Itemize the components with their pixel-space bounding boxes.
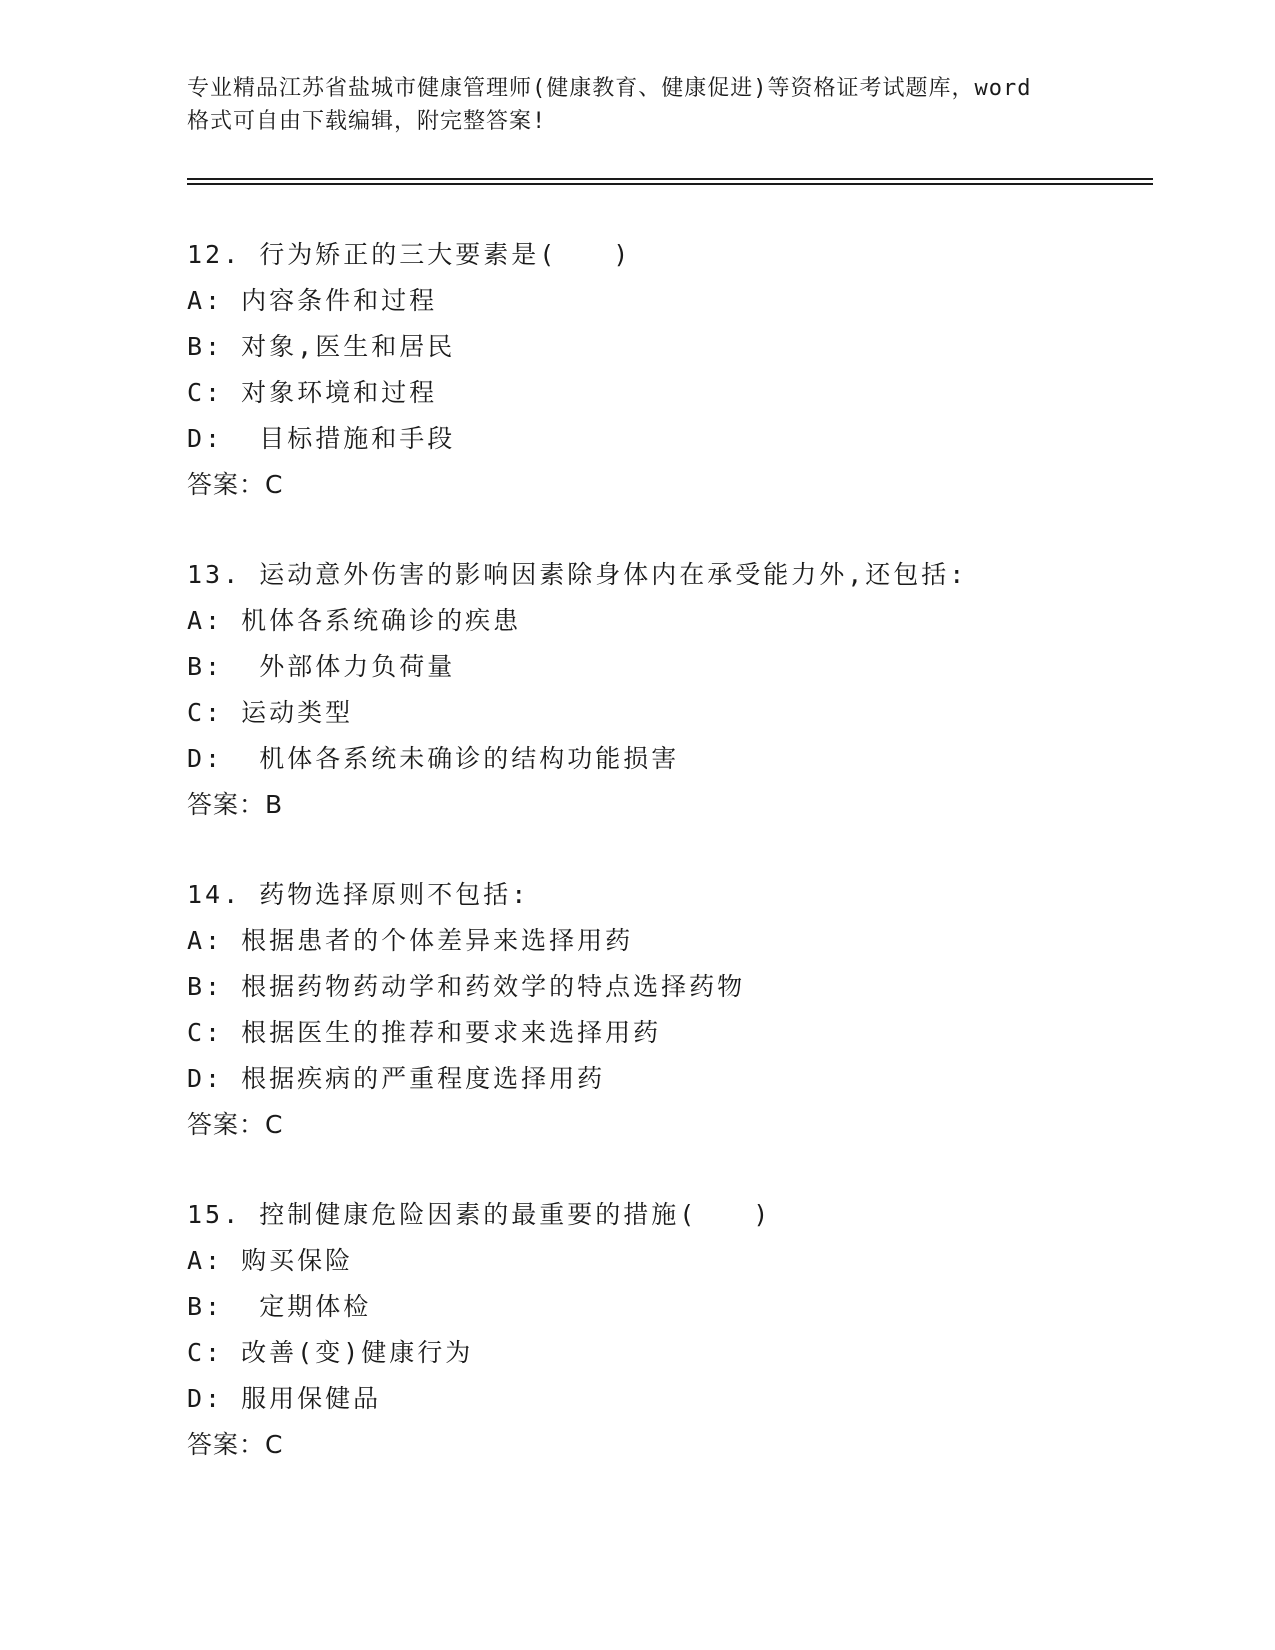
header-divider-bottom bbox=[187, 183, 1153, 185]
answer: 答案：B bbox=[187, 790, 284, 819]
option-a: A: 根据患者的个体差异来选择用药 bbox=[187, 926, 634, 955]
option-b: B: 定期体检 bbox=[187, 1292, 372, 1321]
question-15 bbox=[187, 1192, 1153, 1512]
header-line-2: 格式可自由下载编辑，附完整答案! bbox=[187, 109, 547, 134]
question-stem: 14. 药物选择原则不包括: bbox=[187, 880, 530, 909]
option-a: A: 机体各系统确诊的疾患 bbox=[187, 606, 522, 635]
header-line-1: 专业精品江苏省盐城市健康管理师(健康教育、健康促进)等资格证考试题库，word bbox=[187, 76, 1032, 101]
option-b: B: 根据药物药动学和药效学的特点选择药物 bbox=[187, 972, 746, 1001]
question-13 bbox=[187, 552, 1153, 872]
option-d: D: 根据疾病的严重程度选择用药 bbox=[187, 1064, 606, 1093]
option-a: A: 购买保险 bbox=[187, 1246, 354, 1275]
answer: 答案：C bbox=[187, 1430, 284, 1459]
question-14 bbox=[187, 872, 1153, 1192]
option-a: A: 内容条件和过程 bbox=[187, 286, 438, 315]
option-b: B: 外部体力负荷量 bbox=[187, 652, 456, 681]
question-12 bbox=[187, 232, 1153, 552]
option-d: D: 机体各系统未确诊的结构功能损害 bbox=[187, 744, 680, 773]
option-c: C: 改善(变)健康行为 bbox=[187, 1338, 474, 1367]
question-list bbox=[187, 232, 1153, 1512]
option-b: B: 对象,医生和居民 bbox=[187, 332, 456, 361]
answer: 答案：C bbox=[187, 470, 284, 499]
option-c: C: 对象环境和过程 bbox=[187, 378, 438, 407]
option-c: C: 根据医生的推荐和要求来选择用药 bbox=[187, 1018, 662, 1047]
option-c: C: 运动类型 bbox=[187, 698, 354, 727]
option-d: D: 服用保健品 bbox=[187, 1384, 382, 1413]
document-header bbox=[187, 72, 1087, 138]
question-stem: 13. 运动意外伤害的影响因素除身体内在承受能力外,还包括: bbox=[187, 560, 968, 589]
header-divider-top bbox=[187, 178, 1153, 180]
question-stem: 12. 行为矫正的三大要素是( ) bbox=[187, 240, 632, 269]
answer: 答案：C bbox=[187, 1110, 284, 1139]
question-stem: 15. 控制健康危险因素的最重要的措施( ) bbox=[187, 1200, 772, 1229]
option-d: D: 目标措施和手段 bbox=[187, 424, 456, 453]
